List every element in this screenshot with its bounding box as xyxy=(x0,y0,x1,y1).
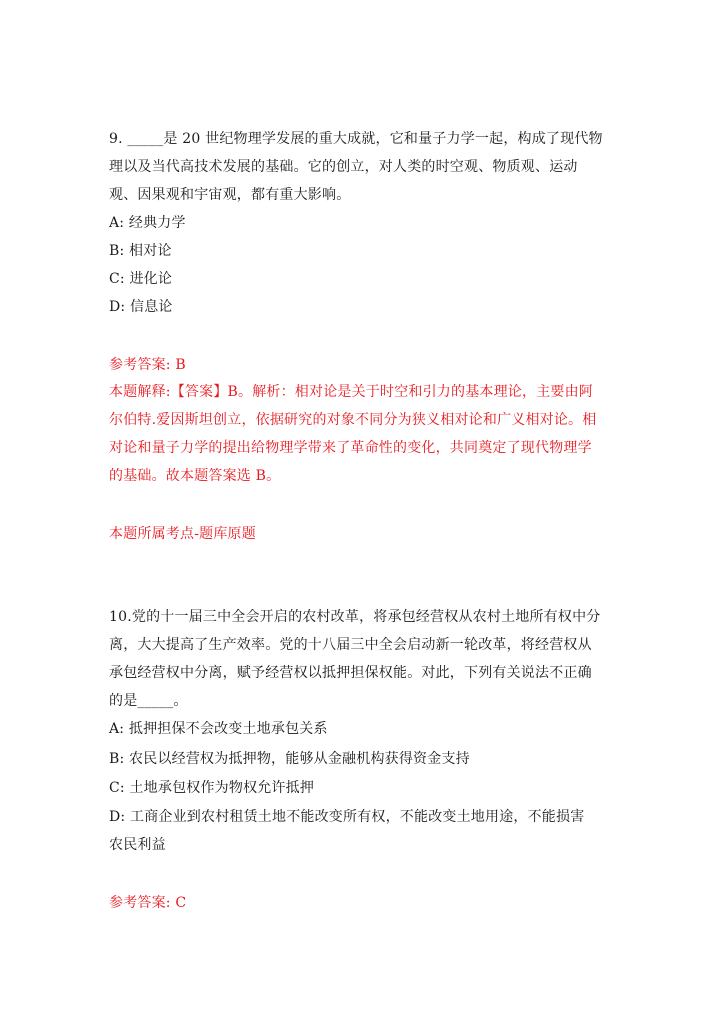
q9-explanation-line-1: 本题解释:【答案】B。解析：相对论是关于时空和引力的基本理论，主要由阿 xyxy=(109,384,594,400)
q9-stem-line-3: 观、因果观和宇宙观，都有重大影响。 xyxy=(109,187,351,203)
q10-stem-line-3: 承包经营权中分离，赋予经营权以抵押担保权能。对此，下列有关说法不正确 xyxy=(109,665,592,681)
q9-explanation-line-3: 对论和量子力学的提出给物理学带来了革命性的变化，共同奠定了现代物理学 xyxy=(109,440,592,456)
q10-answer: 参考答案: C xyxy=(109,895,187,911)
q9-explanation-line-2: 尔伯特.爱因斯坦创立，依据研究的对象不同分为狭义相对论和广义相对论。相 xyxy=(109,412,597,428)
q10-option-a: A: 抵押担保不会改变土地承包关系 xyxy=(109,721,328,737)
q10-option-d-continued: 农民利益 xyxy=(109,837,166,853)
q9-option-c: C: 进化论 xyxy=(109,271,173,287)
q10-stem-line-2: 离，大大提高了生产效率。党的十八届三中全会启动新一轮改革，将经营权从 xyxy=(109,637,592,653)
q9-source: 本题所属考点-题库原题 xyxy=(109,526,256,542)
q9-answer: 参考答案: B xyxy=(109,357,186,373)
q9-option-a: A: 经典力学 xyxy=(109,215,186,231)
q10-option-d: D: 工商企业到农村租赁土地不能改变所有权，不能改变土地用途，不能损害 xyxy=(109,809,585,825)
q10-stem-line-4: 的是_____。 xyxy=(109,693,188,709)
q10-option-b: B: 农民以经营权为抵押物，能够从金融机构获得资金支持 xyxy=(109,751,470,767)
q9-stem-line-1: 9. _____是 20 世纪物理学发展的重大成就，它和量子力学一起，构成了现代物 xyxy=(109,131,603,147)
q10-option-c: C: 土地承包权作为物权允许抵押 xyxy=(109,780,315,796)
q9-explanation-line-4: 的基础。故本题答案选 B。 xyxy=(109,468,281,484)
q9-option-d: D: 信息论 xyxy=(109,299,173,315)
q10-stem-line-1: 10.党的十一届三中全会开启的农村改革，将承包经营权从农村土地所有权中分 xyxy=(109,609,601,625)
q9-stem-line-2: 理以及当代高技术发展的基础。它的创立，对人类的时空观、物质观、运动 xyxy=(109,159,578,175)
q9-option-b: B: 相对论 xyxy=(109,243,172,259)
